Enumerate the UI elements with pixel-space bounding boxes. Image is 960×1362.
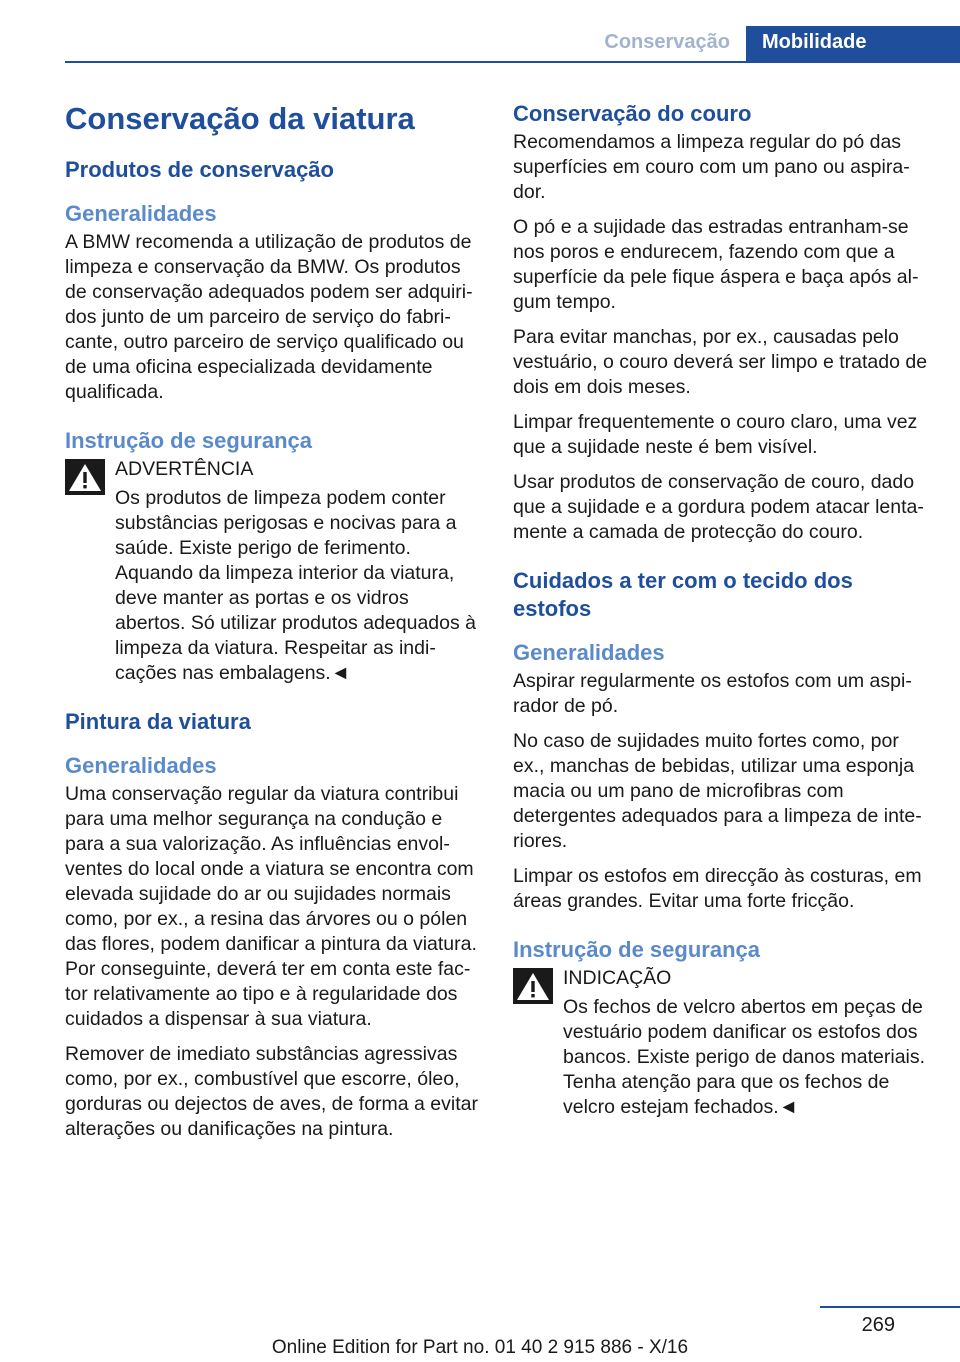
fabric-paragraph-3: Limpar os estofos em direcção às costuras, em áreas grandes. Evitar uma forte fricção. [513, 865, 922, 912]
leather-paragraph-3: Para evitar manchas, por ex., causadas pelo vestuário, o couro deverá ser limpo e tratado de dois em dois meses. [513, 326, 928, 398]
page-title: Conservação da viatura [65, 101, 415, 136]
paint-general-heading: Generalidades [65, 753, 217, 778]
safety-heading: Instrução de segurança [65, 428, 312, 453]
leather-heading: Conservação do couro [513, 101, 752, 126]
warning-first-line: Os produtos de limpeza podem conter [115, 487, 446, 509]
fabric-safety-heading: Instrução de segurança [513, 937, 760, 962]
general-heading: Generalidades [65, 201, 217, 226]
chapter-tab[interactable]: Mobilidade [746, 26, 960, 62]
fabric-paragraph-2: No caso de sujidades muito fortes como, por ex., manchas de bebidas, utilizar uma esponja macia ou um pano de microfibras com detergentes adequados para a limpeza de interiores. [513, 730, 922, 852]
page-number: 269 [861, 1314, 895, 1336]
warning-triangle-icon [65, 459, 105, 495]
warning-block [65, 457, 483, 686]
paint-heading: Pintura da viatura [65, 709, 251, 734]
warning-label: ADVERTÊNCIA [115, 458, 254, 480]
header-tabs [588, 26, 960, 62]
footer-divider [820, 1306, 960, 1308]
leather-paragraph-5: Usar produtos de conservação de couro, dado que a sujidade e a gordura podem atacar lentamente a camada de protecção do couro. [513, 471, 924, 543]
general-paragraph: A BMW recomenda a utilização de produtos de limpeza e conservação da BMW. Os produtos de conservação adequados podem ser adquiridos junto de um parceiro de serviço do fabricante, outro parceiro de serviço qualificado ou de uma oficina especializada devidamente qualificada. [65, 231, 473, 403]
fabric-heading: Cuidados a ter com o tecido dos estofos [513, 568, 853, 621]
warning-text: substâncias perigosas e nocivas para a saúde. Existe perigo de ferimento. Aquando da limpeza interior da viatura, deve manter as portas e os vidros abertos. Só utilizar produtos adequados à limpeza da viatura. Respeitar as indicações nas embalagens.◄ [115, 512, 476, 684]
section-tab[interactable]: Conservação [604, 31, 730, 53]
warning-triangle-icon [513, 968, 553, 1004]
leather-paragraph-1: Recomendamos a limpeza regular do pó das superfícies em couro com um pano ou aspirador. [513, 131, 910, 203]
leather-paragraph-4: Limpar frequentemente o couro claro, uma vez que a sujidade neste é bem visível. [513, 411, 918, 458]
paint-paragraph-2: Remover de imediato substâncias agressivas como, por ex., combustível que escorre, óleo, gorduras ou dejectos de aves, de forma a evitar alterações ou danificações na pintura. [65, 1043, 478, 1140]
care-products-heading: Produtos de conservação [65, 157, 334, 182]
notice-block [513, 966, 931, 1120]
leather-paragraph-2: O pó e a sujidade das estradas entranham-se nos poros e endurecem, fazendo com que a superfície da pele fique áspera e baça após algum tempo. [513, 216, 919, 313]
notice-first-line: Os fechos de velcro abertos em peças de [563, 996, 923, 1018]
fabric-general-heading: Generalidades [513, 640, 665, 665]
left-column [65, 100, 483, 1152]
fabric-paragraph-1: Aspirar regularmente os estofos com um aspirador de pó. [513, 670, 912, 717]
notice-label: INDICAÇÃO [563, 967, 672, 989]
header-divider [65, 61, 960, 63]
edition-footer: Online Edition for Part no. 01 40 2 915 886 - X/16 [271, 1337, 689, 1358]
paint-paragraph-1: Uma conservação regular da viatura contribui para uma melhor segurança na condução e para a sua valorização. As influências envolventes do local onde a viatura se encontra com elevada sujidade do ar ou sujidades normais como, por ex., a resina das árvores ou o pólen das flores, podem danificar a pintura da viatura. Por conseguinte, deverá ter em conta este factor relativamente ao tipo e à regularidade dos cuidados a dispensar à sua viatura. [65, 783, 477, 1030]
notice-text: vestuário podem danificar os estofos dos bancos. Existe perigo de danos materiais. Tenha atenção para que os fechos de velcro estejam fechados.◄ [563, 1021, 926, 1118]
right-column [513, 100, 931, 1120]
